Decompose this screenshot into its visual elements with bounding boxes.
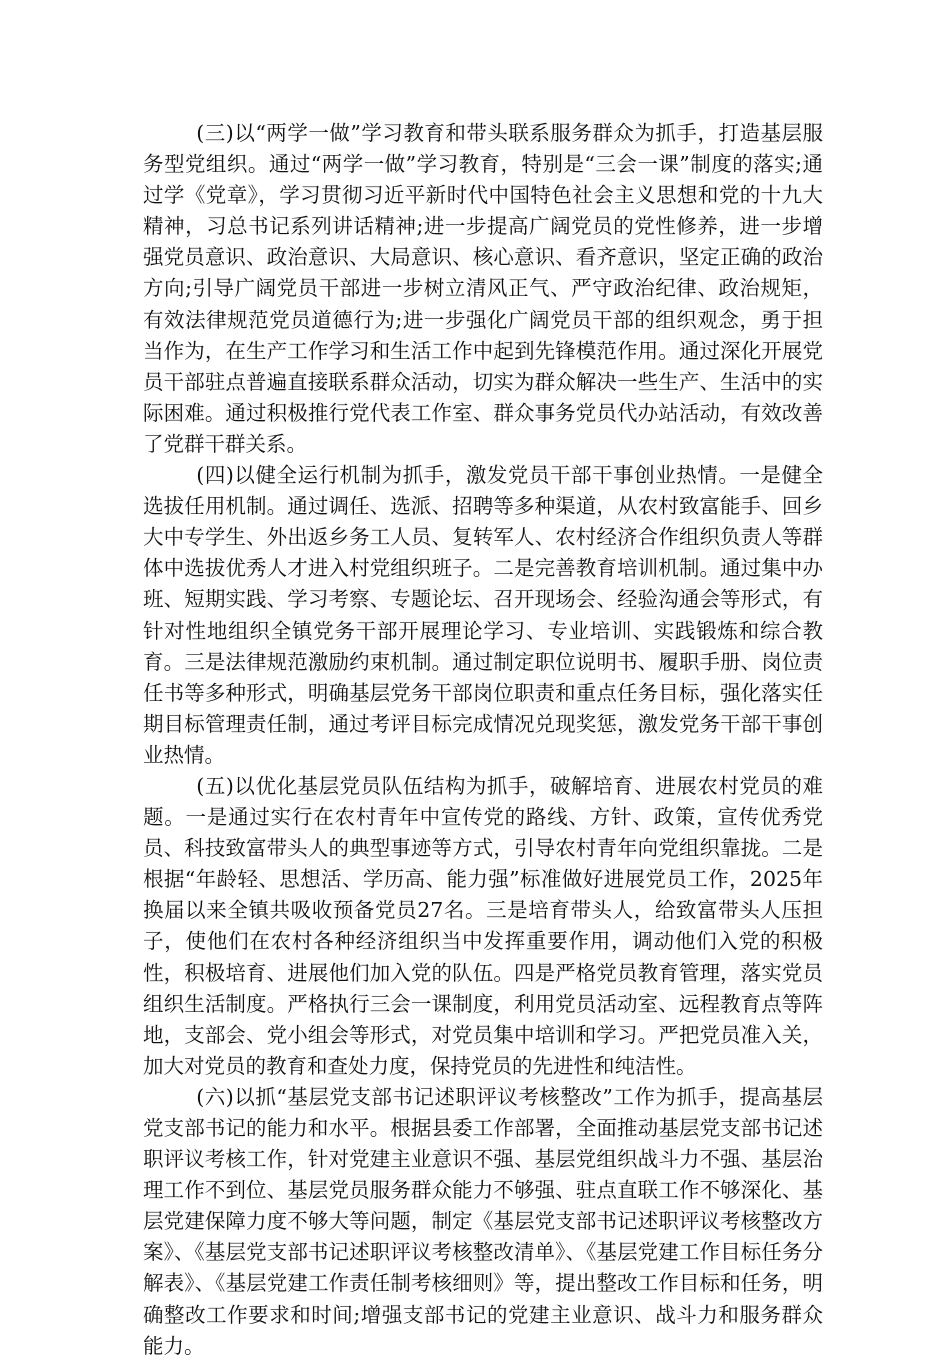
paragraph-five: (五)以优化基层党员队伍结构为抓手，破解培育、进展农村党员的难题。一是通过实行在农村青年中宣传党的路线、方针、政策，宣传优秀党员、科技致富带头人的典型事迹等方式，引导农村青年向党组织靠拢。二是根据“年龄轻、思想活、学历高、能力强”标准做好进展党员工作，2025年换届以来全镇共吸收预备党员27名。三是培育带头人，给致富带头人压担子，使他们在农村各种经济组织当中发挥重要作用，调动他们入党的积极性，积极培育、进展他们加入党的队伍。四是严格党员教育管理，落实党员组织生活制度。严格执行三会一课制度，利用党员活动室、远程教育点等阵地，支部会、党小组会等形式，对党员集中培训和学习。严把党员准入关，加大对党员的教育和查处力度，保持党员的先进性和纯洁性。: [143, 773, 823, 1078]
document-body: [143, 118, 823, 1362]
paragraph-four: (四)以健全运行机制为抓手，激发党员干部干事创业热情。一是健全选拔任用机制。通过调任、选派、招聘等多种渠道，从农村致富能手、回乡大中专学生、外出返乡务工人员、复转军人、农村经济合作组织负责人等群体中选拔优秀人才进入村党组织班子。二是完善教育培训机制。通过集中办班、短期实践、学习考察、专题论坛、召开现场会、经验沟通会等形式，有针对性地组织全镇党务干部开展理论学习、专业培训、实践锻炼和综合教育。三是法律规范激励约束机制。通过制定职位说明书、履职手册、岗位责任书等多种形式，明确基层党务干部岗位职责和重点任务目标，强化落实任期目标管理责任制，通过考评目标完成情况兑现奖惩，激发党务干部干事创业热情。: [143, 463, 823, 767]
paragraph-six: (六)以抓“基层党支部书记述职评议考核整改”工作为抓手，提高基层党支部书记的能力和水平。根据县委工作部署，全面推动基层党支部书记述职评议考核工作，针对党建主业意识不强、基层党组织战斗力不强、基层治理工作不到位、基层党员服务群众能力不够强、驻点直联工作不够深化、基层党建保障力度不够大等问题，制定《基层党支部书记述职评议考核整改方案》、《基层党支部书记述职评议考核整改清单》、《基层党建工作目标任务分解表》、《基层党建工作责任制考核细则》等，提出整改工作目标和任务，明确整改工作要求和时间;增强支部书记的党建主业意识、战斗力和服务群众能力。: [143, 1084, 823, 1358]
paragraph-three: (三)以“两学一做”学习教育和带头联系服务群众为抓手，打造基层服务型党组织。通过“两学一做”学习教育，特别是“三会一课”制度的落实;通过学《党章》，学习贯彻习近平新时代中国特色社会主义思想和党的十九大精神，习总书记系列讲话精神;进一步提高广阔党员的党性修养，进一步增强党员意识、政治意识、大局意识、核心意识、看齐意识，坚定正确的政治方向;引导广阔党员干部进一步树立清风正气、严守政治纪律、政治规矩，有效法律规范党员道德行为;进一步强化广阔党员干部的组织观念，勇于担当作为，在生产工作学习和生活工作中起到先锋模范作用。通过深化开展党员干部驻点普遍直接联系群众活动，切实为群众解决一些生产、生活中的实际困难。通过积极推行党代表工作室、群众事务党员代办站活动，有效改善了党群干群关系。: [143, 121, 823, 456]
